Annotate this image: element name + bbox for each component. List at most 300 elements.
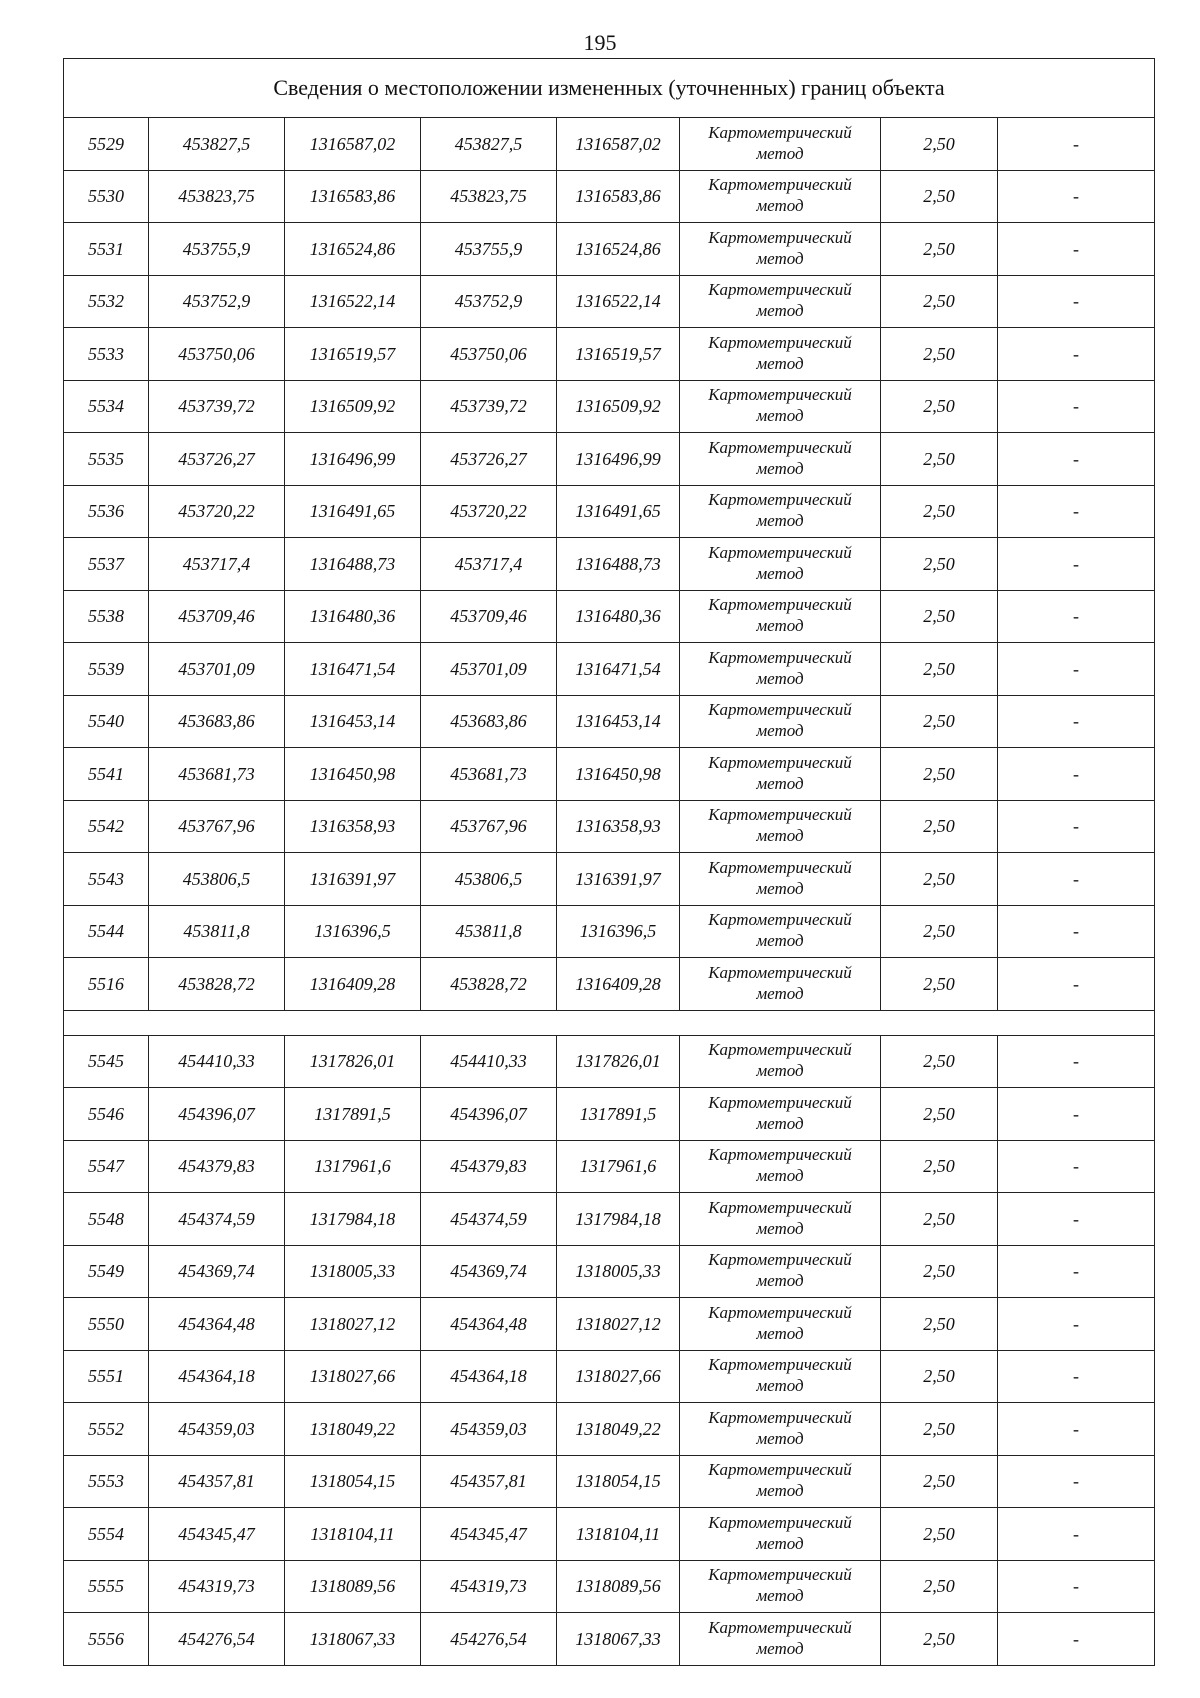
table-row xyxy=(64,748,1155,801)
method-line-1: Картометрический xyxy=(708,1460,852,1480)
accuracy-cell: 2,50 xyxy=(881,1613,998,1666)
x-existing-cell: 453767,96 xyxy=(149,800,285,853)
y-new-cell: 1317826,01 xyxy=(557,1035,680,1088)
y-new-cell: 1318089,56 xyxy=(557,1560,680,1613)
x-existing-cell: 454369,74 xyxy=(149,1245,285,1298)
x-new-cell: 453828,72 xyxy=(421,958,557,1011)
contour-separator-row xyxy=(64,1010,1155,1035)
point-number-cell: 5547 xyxy=(64,1140,149,1193)
y-existing-cell: 1318104,11 xyxy=(285,1508,421,1561)
note-cell: - xyxy=(998,1088,1155,1141)
method-cell xyxy=(680,538,881,591)
table-row xyxy=(64,1613,1155,1666)
y-new-cell: 1318049,22 xyxy=(557,1403,680,1456)
method-cell xyxy=(680,380,881,433)
point-number-cell: 5545 xyxy=(64,1035,149,1088)
y-existing-cell: 1316587,02 xyxy=(285,118,421,171)
accuracy-cell: 2,50 xyxy=(881,170,998,223)
accuracy-cell: 2,50 xyxy=(881,1560,998,1613)
method-cell xyxy=(680,1613,881,1666)
x-existing-cell: 454319,73 xyxy=(149,1560,285,1613)
method-line-1: Картометрический xyxy=(708,1092,852,1112)
y-new-cell: 1318005,33 xyxy=(557,1245,680,1298)
y-new-cell: 1316358,93 xyxy=(557,800,680,853)
method-line-2: метод xyxy=(756,983,804,1003)
method-line-1: Картометрический xyxy=(708,122,852,142)
table-row xyxy=(64,958,1155,1011)
point-number-cell: 5532 xyxy=(64,275,149,328)
y-new-cell: 1316391,97 xyxy=(557,853,680,906)
method-line-1: Картометрический xyxy=(708,1040,852,1060)
method-line-2: метод xyxy=(756,1061,804,1081)
point-number-cell: 5546 xyxy=(64,1088,149,1141)
y-existing-cell: 1316409,28 xyxy=(285,958,421,1011)
y-new-cell: 1316583,86 xyxy=(557,170,680,223)
accuracy-cell: 2,50 xyxy=(881,118,998,171)
note-cell: - xyxy=(998,485,1155,538)
note-cell: - xyxy=(998,590,1155,643)
y-new-cell: 1316488,73 xyxy=(557,538,680,591)
method-cell xyxy=(680,1035,881,1088)
accuracy-cell: 2,50 xyxy=(881,958,998,1011)
y-existing-cell: 1316480,36 xyxy=(285,590,421,643)
table-row xyxy=(64,643,1155,696)
y-new-cell: 1318027,66 xyxy=(557,1350,680,1403)
method-line-2: метод xyxy=(756,773,804,793)
accuracy-cell: 2,50 xyxy=(881,1455,998,1508)
note-cell: - xyxy=(998,643,1155,696)
method-line-1: Картометрический xyxy=(708,1355,852,1375)
point-number-cell: 5534 xyxy=(64,380,149,433)
y-existing-cell: 1318067,33 xyxy=(285,1613,421,1666)
table-row xyxy=(64,328,1155,381)
note-cell: - xyxy=(998,695,1155,748)
method-cell xyxy=(680,275,881,328)
y-new-cell: 1316522,14 xyxy=(557,275,680,328)
table-row xyxy=(64,1193,1155,1246)
method-line-1: Картометрический xyxy=(708,1512,852,1532)
table-row xyxy=(64,1508,1155,1561)
y-new-cell: 1317891,5 xyxy=(557,1088,680,1141)
note-cell: - xyxy=(998,223,1155,276)
accuracy-cell: 2,50 xyxy=(881,800,998,853)
method-cell xyxy=(680,223,881,276)
y-new-cell: 1316480,36 xyxy=(557,590,680,643)
x-existing-cell: 454276,54 xyxy=(149,1613,285,1666)
method-line-2: метод xyxy=(756,1113,804,1133)
y-existing-cell: 1316488,73 xyxy=(285,538,421,591)
point-number-cell: 5548 xyxy=(64,1193,149,1246)
x-existing-cell: 454357,81 xyxy=(149,1455,285,1508)
y-existing-cell: 1316491,65 xyxy=(285,485,421,538)
table-title: Сведения о местоположении измененных (уточненных) границ объекта xyxy=(64,59,1155,118)
x-new-cell: 454369,74 xyxy=(421,1245,557,1298)
note-cell: - xyxy=(998,1193,1155,1246)
x-existing-cell: 453717,4 xyxy=(149,538,285,591)
method-line-2: метод xyxy=(756,563,804,583)
y-existing-cell: 1318054,15 xyxy=(285,1455,421,1508)
table-body xyxy=(64,59,1155,1666)
method-line-1: Картометрический xyxy=(708,595,852,615)
method-cell xyxy=(680,1140,881,1193)
y-existing-cell: 1318027,66 xyxy=(285,1350,421,1403)
accuracy-cell: 2,50 xyxy=(881,1245,998,1298)
x-existing-cell: 453828,72 xyxy=(149,958,285,1011)
point-number-cell: 5549 xyxy=(64,1245,149,1298)
x-existing-cell: 453823,75 xyxy=(149,170,285,223)
table-row xyxy=(64,905,1155,958)
accuracy-cell: 2,50 xyxy=(881,1350,998,1403)
x-existing-cell: 453681,73 xyxy=(149,748,285,801)
method-line-1: Картометрический xyxy=(708,700,852,720)
accuracy-cell: 2,50 xyxy=(881,1298,998,1351)
table-row xyxy=(64,1350,1155,1403)
x-existing-cell: 454364,18 xyxy=(149,1350,285,1403)
accuracy-cell: 2,50 xyxy=(881,223,998,276)
x-new-cell: 453827,5 xyxy=(421,118,557,171)
x-new-cell: 454379,83 xyxy=(421,1140,557,1193)
method-line-1: Картометрический xyxy=(708,1407,852,1427)
x-new-cell: 454396,07 xyxy=(421,1088,557,1141)
method-line-2: метод xyxy=(756,511,804,531)
method-cell xyxy=(680,590,881,643)
method-line-1: Картометрический xyxy=(708,805,852,825)
note-cell: - xyxy=(998,433,1155,486)
x-new-cell: 454364,48 xyxy=(421,1298,557,1351)
method-line-2: метод xyxy=(756,1533,804,1553)
method-line-1: Картометрический xyxy=(708,542,852,562)
x-new-cell: 453709,46 xyxy=(421,590,557,643)
method-cell xyxy=(680,643,881,696)
method-line-2: метод xyxy=(756,353,804,373)
note-cell: - xyxy=(998,538,1155,591)
note-cell: - xyxy=(998,853,1155,906)
note-cell: - xyxy=(998,958,1155,1011)
point-number-cell: 5554 xyxy=(64,1508,149,1561)
x-new-cell: 453701,09 xyxy=(421,643,557,696)
x-existing-cell: 453806,5 xyxy=(149,853,285,906)
method-line-2: метод xyxy=(756,878,804,898)
method-cell xyxy=(680,170,881,223)
note-cell: - xyxy=(998,1140,1155,1193)
x-new-cell: 453739,72 xyxy=(421,380,557,433)
method-line-1: Картометрический xyxy=(708,332,852,352)
y-new-cell: 1316491,65 xyxy=(557,485,680,538)
x-existing-cell: 454374,59 xyxy=(149,1193,285,1246)
y-existing-cell: 1316524,86 xyxy=(285,223,421,276)
x-existing-cell: 454345,47 xyxy=(149,1508,285,1561)
method-line-1: Картометрический xyxy=(708,490,852,510)
x-existing-cell: 453709,46 xyxy=(149,590,285,643)
method-line-1: Картометрический xyxy=(708,857,852,877)
x-existing-cell: 453750,06 xyxy=(149,328,285,381)
y-existing-cell: 1317984,18 xyxy=(285,1193,421,1246)
x-existing-cell: 453683,86 xyxy=(149,695,285,748)
point-number-cell: 5542 xyxy=(64,800,149,853)
note-cell: - xyxy=(998,328,1155,381)
method-line-2: метод xyxy=(756,826,804,846)
method-line-2: метод xyxy=(756,1323,804,1343)
y-new-cell: 1316396,5 xyxy=(557,905,680,958)
table-row xyxy=(64,380,1155,433)
accuracy-cell: 2,50 xyxy=(881,1140,998,1193)
table-row xyxy=(64,1035,1155,1088)
table-row xyxy=(64,590,1155,643)
y-existing-cell: 1316496,99 xyxy=(285,433,421,486)
method-cell xyxy=(680,1088,881,1141)
point-number-cell: 5531 xyxy=(64,223,149,276)
point-number-cell: 5551 xyxy=(64,1350,149,1403)
accuracy-cell: 2,50 xyxy=(881,485,998,538)
method-cell xyxy=(680,905,881,958)
y-new-cell: 1318104,11 xyxy=(557,1508,680,1561)
method-line-2: метод xyxy=(756,406,804,426)
note-cell: - xyxy=(998,1403,1155,1456)
y-existing-cell: 1317961,6 xyxy=(285,1140,421,1193)
y-existing-cell: 1318005,33 xyxy=(285,1245,421,1298)
x-existing-cell: 453726,27 xyxy=(149,433,285,486)
note-cell: - xyxy=(998,118,1155,171)
method-cell xyxy=(680,1245,881,1298)
table-row xyxy=(64,170,1155,223)
x-existing-cell: 454379,83 xyxy=(149,1140,285,1193)
method-line-1: Картометрический xyxy=(708,227,852,247)
x-existing-cell: 453752,9 xyxy=(149,275,285,328)
note-cell: - xyxy=(998,1613,1155,1666)
x-new-cell: 454359,03 xyxy=(421,1403,557,1456)
method-cell xyxy=(680,748,881,801)
x-new-cell: 454276,54 xyxy=(421,1613,557,1666)
point-number-cell: 5544 xyxy=(64,905,149,958)
point-number-cell: 5541 xyxy=(64,748,149,801)
x-existing-cell: 453720,22 xyxy=(149,485,285,538)
method-cell xyxy=(680,1298,881,1351)
method-line-2: метод xyxy=(756,1218,804,1238)
point-number-cell: 5516 xyxy=(64,958,149,1011)
y-new-cell: 1316496,99 xyxy=(557,433,680,486)
y-new-cell: 1316450,98 xyxy=(557,748,680,801)
point-number-cell: 5556 xyxy=(64,1613,149,1666)
boundary-coordinates-table xyxy=(63,58,1155,1666)
x-new-cell: 453811,8 xyxy=(421,905,557,958)
method-line-2: метод xyxy=(756,301,804,321)
method-line-1: Картометрический xyxy=(708,910,852,930)
accuracy-cell: 2,50 xyxy=(881,328,998,381)
y-new-cell: 1316519,57 xyxy=(557,328,680,381)
point-number-cell: 5529 xyxy=(64,118,149,171)
method-line-1: Картометрический xyxy=(708,385,852,405)
y-existing-cell: 1318089,56 xyxy=(285,1560,421,1613)
point-number-cell: 5553 xyxy=(64,1455,149,1508)
note-cell: - xyxy=(998,1560,1155,1613)
method-line-1: Картометрический xyxy=(708,752,852,772)
accuracy-cell: 2,50 xyxy=(881,853,998,906)
table-row xyxy=(64,433,1155,486)
point-number-cell: 5533 xyxy=(64,328,149,381)
note-cell: - xyxy=(998,170,1155,223)
y-existing-cell: 1316509,92 xyxy=(285,380,421,433)
method-line-2: метод xyxy=(756,248,804,268)
method-line-2: метод xyxy=(756,668,804,688)
table-row xyxy=(64,485,1155,538)
table-row xyxy=(64,223,1155,276)
x-new-cell: 453823,75 xyxy=(421,170,557,223)
x-new-cell: 454410,33 xyxy=(421,1035,557,1088)
y-existing-cell: 1316522,14 xyxy=(285,275,421,328)
x-new-cell: 454345,47 xyxy=(421,1508,557,1561)
y-existing-cell: 1318027,12 xyxy=(285,1298,421,1351)
accuracy-cell: 2,50 xyxy=(881,538,998,591)
method-line-1: Картометрический xyxy=(708,962,852,982)
method-line-1: Картометрический xyxy=(708,1565,852,1585)
note-cell: - xyxy=(998,748,1155,801)
point-number-cell: 5540 xyxy=(64,695,149,748)
table-row xyxy=(64,538,1155,591)
x-existing-cell: 454364,48 xyxy=(149,1298,285,1351)
method-line-1: Картометрический xyxy=(708,1250,852,1270)
method-line-1: Картометрический xyxy=(708,647,852,667)
method-line-2: метод xyxy=(756,721,804,741)
x-existing-cell: 453701,09 xyxy=(149,643,285,696)
note-cell: - xyxy=(998,905,1155,958)
x-existing-cell: 453827,5 xyxy=(149,118,285,171)
y-new-cell: 1316509,92 xyxy=(557,380,680,433)
y-new-cell: 1318067,33 xyxy=(557,1613,680,1666)
y-existing-cell: 1317826,01 xyxy=(285,1035,421,1088)
method-line-2: метод xyxy=(756,1271,804,1291)
x-new-cell: 453806,5 xyxy=(421,853,557,906)
method-cell xyxy=(680,433,881,486)
y-new-cell: 1316587,02 xyxy=(557,118,680,171)
method-line-2: метод xyxy=(756,931,804,951)
point-number-cell: 5552 xyxy=(64,1403,149,1456)
x-existing-cell: 454359,03 xyxy=(149,1403,285,1456)
method-line-2: метод xyxy=(756,196,804,216)
x-new-cell: 454357,81 xyxy=(421,1455,557,1508)
y-new-cell: 1316471,54 xyxy=(557,643,680,696)
method-cell xyxy=(680,695,881,748)
y-new-cell: 1316524,86 xyxy=(557,223,680,276)
x-new-cell: 453683,86 xyxy=(421,695,557,748)
y-existing-cell: 1316396,5 xyxy=(285,905,421,958)
note-cell: - xyxy=(998,1350,1155,1403)
accuracy-cell: 2,50 xyxy=(881,1088,998,1141)
accuracy-cell: 2,50 xyxy=(881,643,998,696)
point-number-cell: 5550 xyxy=(64,1298,149,1351)
point-number-cell: 5543 xyxy=(64,853,149,906)
y-existing-cell: 1316583,86 xyxy=(285,170,421,223)
x-existing-cell: 454396,07 xyxy=(149,1088,285,1141)
y-existing-cell: 1316471,54 xyxy=(285,643,421,696)
x-new-cell: 454374,59 xyxy=(421,1193,557,1246)
y-existing-cell: 1316453,14 xyxy=(285,695,421,748)
method-cell xyxy=(680,328,881,381)
note-cell: - xyxy=(998,1245,1155,1298)
y-existing-cell: 1316519,57 xyxy=(285,328,421,381)
method-cell xyxy=(680,1403,881,1456)
point-number-cell: 5537 xyxy=(64,538,149,591)
table-row xyxy=(64,1560,1155,1613)
table-row xyxy=(64,275,1155,328)
method-cell xyxy=(680,1508,881,1561)
method-line-2: метод xyxy=(756,616,804,636)
method-line-2: метод xyxy=(756,458,804,478)
method-cell xyxy=(680,1350,881,1403)
point-number-cell: 5539 xyxy=(64,643,149,696)
method-line-1: Картометрический xyxy=(708,280,852,300)
x-new-cell: 453726,27 xyxy=(421,433,557,486)
x-new-cell: 454319,73 xyxy=(421,1560,557,1613)
table-row xyxy=(64,800,1155,853)
x-existing-cell: 453755,9 xyxy=(149,223,285,276)
method-line-2: метод xyxy=(756,1481,804,1501)
table-row xyxy=(64,1403,1155,1456)
accuracy-cell: 2,50 xyxy=(881,1035,998,1088)
method-cell xyxy=(680,118,881,171)
note-cell: - xyxy=(998,380,1155,433)
y-new-cell: 1318054,15 xyxy=(557,1455,680,1508)
x-existing-cell: 454410,33 xyxy=(149,1035,285,1088)
accuracy-cell: 2,50 xyxy=(881,1193,998,1246)
method-cell xyxy=(680,853,881,906)
point-number-cell: 5535 xyxy=(64,433,149,486)
method-cell xyxy=(680,485,881,538)
y-existing-cell: 1316450,98 xyxy=(285,748,421,801)
accuracy-cell: 2,50 xyxy=(881,380,998,433)
note-cell: - xyxy=(998,1298,1155,1351)
y-new-cell: 1317984,18 xyxy=(557,1193,680,1246)
method-cell xyxy=(680,800,881,853)
x-new-cell: 453750,06 xyxy=(421,328,557,381)
table-row xyxy=(64,1455,1155,1508)
y-new-cell: 1318027,12 xyxy=(557,1298,680,1351)
accuracy-cell: 2,50 xyxy=(881,695,998,748)
method-line-2: метод xyxy=(756,1586,804,1606)
y-new-cell: 1316453,14 xyxy=(557,695,680,748)
point-number-cell: 5538 xyxy=(64,590,149,643)
method-line-1: Картометрический xyxy=(708,1302,852,1322)
x-new-cell: 453752,9 xyxy=(421,275,557,328)
point-number-cell: 5555 xyxy=(64,1560,149,1613)
accuracy-cell: 2,50 xyxy=(881,1508,998,1561)
table-row xyxy=(64,1140,1155,1193)
table-row xyxy=(64,695,1155,748)
method-line-2: метод xyxy=(756,1428,804,1448)
accuracy-cell: 2,50 xyxy=(881,590,998,643)
note-cell: - xyxy=(998,1035,1155,1088)
method-line-1: Картометрический xyxy=(708,1145,852,1165)
method-cell xyxy=(680,1193,881,1246)
y-existing-cell: 1316358,93 xyxy=(285,800,421,853)
table-row xyxy=(64,1088,1155,1141)
method-line-1: Картометрический xyxy=(708,175,852,195)
note-cell: - xyxy=(998,800,1155,853)
x-new-cell: 453755,9 xyxy=(421,223,557,276)
x-new-cell: 453717,4 xyxy=(421,538,557,591)
x-new-cell: 454364,18 xyxy=(421,1350,557,1403)
table-row xyxy=(64,1245,1155,1298)
note-cell: - xyxy=(998,275,1155,328)
method-line-1: Картометрический xyxy=(708,1197,852,1217)
method-cell xyxy=(680,1560,881,1613)
method-line-2: метод xyxy=(756,143,804,163)
page-number: 195 xyxy=(583,30,617,55)
accuracy-cell: 2,50 xyxy=(881,275,998,328)
method-line-2: метод xyxy=(756,1376,804,1396)
table-title-row xyxy=(64,59,1155,118)
y-new-cell: 1316409,28 xyxy=(557,958,680,1011)
method-cell xyxy=(680,1455,881,1508)
